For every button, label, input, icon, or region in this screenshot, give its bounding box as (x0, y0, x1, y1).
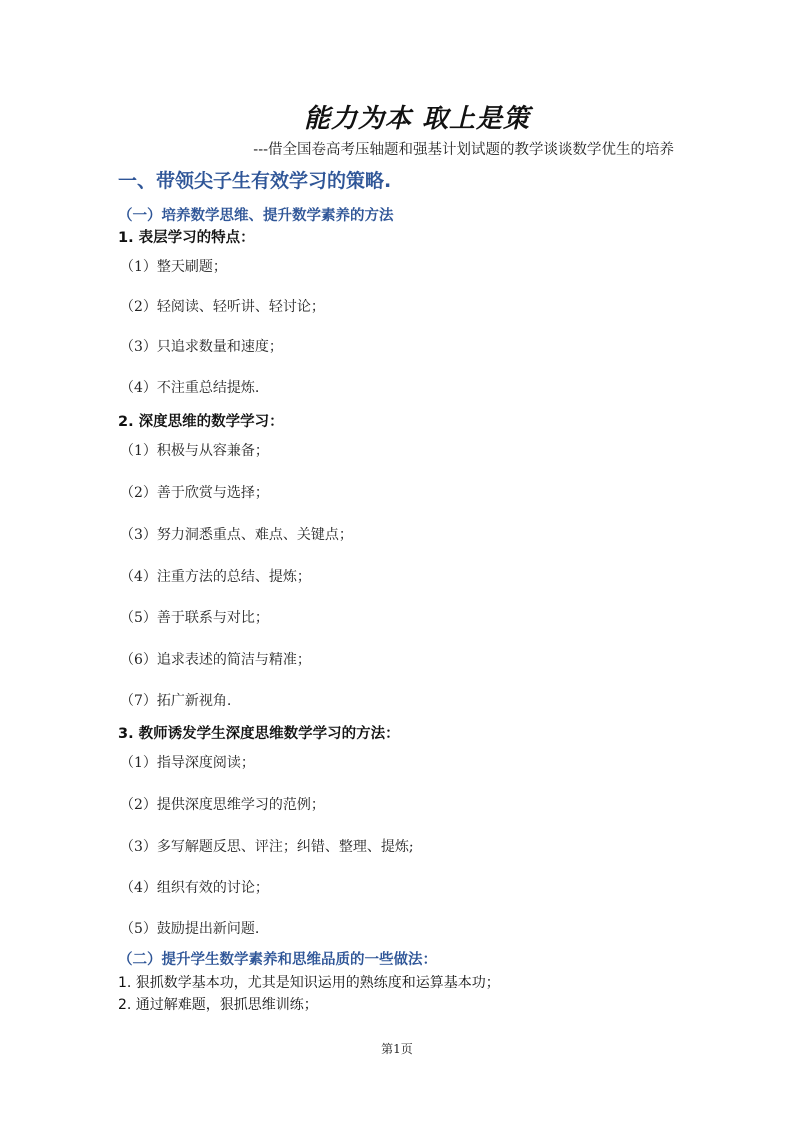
list-item: （4）注重方法的总结、提炼； (120, 569, 311, 585)
section-heading-1: 一、带领尖子生有效学习的策略. (118, 170, 392, 192)
list-item: （4）组织有效的讨论； (120, 880, 269, 896)
list-item: （6）追求表述的简洁与精准； (120, 652, 311, 668)
paragraph-line: 1. 狠抓数学基本功，尤其是知识运用的熟练度和运算基本功； (118, 975, 500, 991)
group-heading-1: 1. 表层学习的特点： (118, 230, 255, 246)
subsection-heading-1: （一）培养数学思维、提升数学素养的方法 (118, 208, 394, 224)
list-item: （2）善于欣赏与选择； (120, 485, 269, 501)
list-item: （3）只追求数量和速度； (120, 339, 283, 355)
document-subtitle: ---借全国卷高考压轴题和强基计划试题的教学谈谈数学优生的培养 (253, 142, 674, 158)
page-number: 第1页 (381, 1042, 413, 1056)
document-title: 能力为本 取上是策 (303, 104, 531, 134)
group-heading-2: 2. 深度思维的数学学习： (118, 414, 284, 430)
list-item: （2）提供深度思维学习的范例； (120, 797, 325, 813)
subsection-heading-2: （二）提升学生数学素养和思维品质的一些做法： (118, 952, 437, 968)
group-heading-3: 3. 教师诱发学生深度思维数学学习的方法： (118, 726, 400, 742)
list-item: （7）拓广新视角. (120, 693, 232, 709)
list-item: （1）指导深度阅读； (120, 755, 255, 771)
list-item: （4）不注重总结提炼. (120, 380, 260, 396)
list-item: （3）多写解题反思、评注；纠错、整理、提炼; (120, 839, 414, 855)
list-item: （1）积极与从容兼备； (120, 443, 269, 459)
list-item: （2）轻阅读、轻听讲、轻讨论； (120, 299, 325, 315)
list-item: （5）鼓励提出新问题. (120, 921, 260, 937)
list-item: （5）善于联系与对比； (120, 610, 269, 626)
paragraph-line: 2. 通过解难题，狠抓思维训练； (118, 997, 318, 1013)
list-item: （1）整天刷题； (120, 259, 227, 275)
list-item: （3）努力洞悉重点、难点、关键点； (120, 527, 353, 543)
